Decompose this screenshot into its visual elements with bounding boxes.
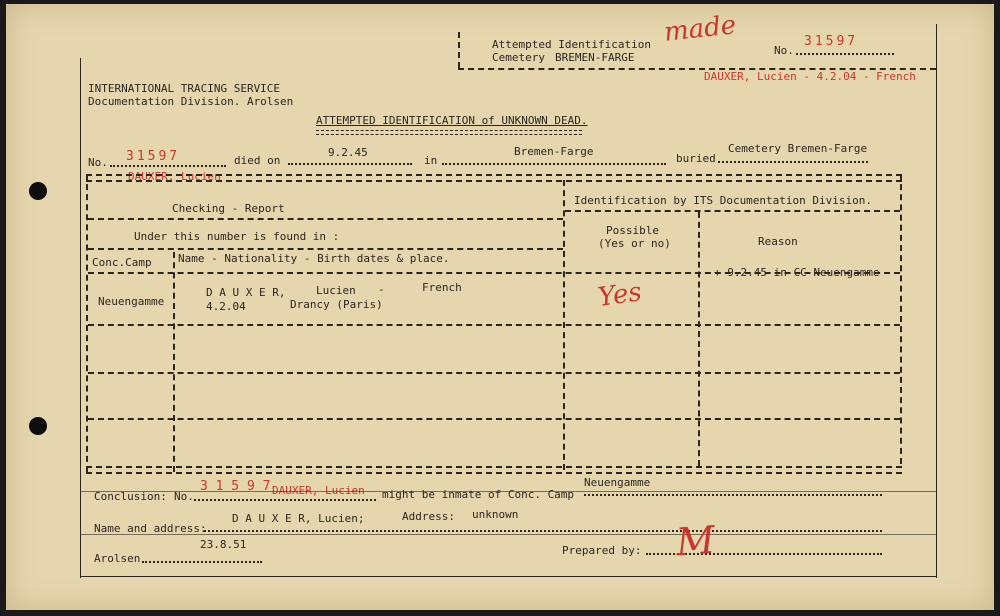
name-address-value: D A U X E R, Lucien; bbox=[232, 512, 365, 525]
left-rule bbox=[80, 58, 81, 578]
table-bottom-rule bbox=[86, 466, 902, 468]
table-bottom-rule-2 bbox=[86, 472, 902, 474]
name-address-label: Name and address: bbox=[94, 522, 207, 535]
row-camp: Neuengamme bbox=[98, 295, 165, 308]
header-box-left bbox=[458, 32, 460, 68]
header-person-line: DAUXER, Lucien - 4.2.04 - French bbox=[704, 70, 916, 83]
row-dash: - bbox=[378, 283, 385, 296]
bottom-rule bbox=[80, 576, 937, 577]
in-label: in bbox=[424, 154, 438, 167]
conclusion-no-value: 3 1 5 9 7 bbox=[200, 479, 271, 494]
row-possible-handwritten: Yes bbox=[596, 277, 644, 313]
prepared-by-label: Prepared by: bbox=[562, 544, 642, 557]
under-number-rule bbox=[88, 248, 563, 250]
org-name: INTERNATIONAL TRACING SERVICE bbox=[88, 82, 281, 95]
footer-place: Arolsen bbox=[94, 552, 141, 565]
attempted-identification-label: Attempted Identification bbox=[492, 38, 651, 51]
punch-hole-bottom bbox=[29, 417, 47, 435]
name-address-rule bbox=[80, 534, 936, 535]
death-no-label: No. bbox=[88, 156, 108, 169]
conclusion-no-label: No. bbox=[174, 490, 194, 503]
died-on-value: 9.2.45 bbox=[328, 146, 368, 159]
buried-value: Cemetery Bremen-Farge bbox=[728, 142, 868, 155]
form-title: ATTEMPTED IDENTIFICATION of UNKNOWN DEAD. bbox=[316, 114, 588, 127]
row-nationality: French bbox=[422, 281, 462, 294]
title-underline bbox=[316, 130, 582, 131]
table-right-rule bbox=[900, 174, 902, 464]
identification-header: Identification by ITS Documentation Division. bbox=[574, 194, 873, 207]
address-value: unknown bbox=[472, 508, 519, 521]
col-camp-header: Conc.Camp bbox=[92, 256, 152, 269]
row-rule-3 bbox=[88, 418, 900, 420]
tracing-card bbox=[6, 4, 994, 610]
title-underline-2 bbox=[316, 134, 582, 135]
row-reason: + 9.2.45 in CC Neuengamme bbox=[714, 266, 880, 279]
org-division: Documentation Division. Arolsen bbox=[88, 95, 294, 108]
row-birth-date: 4.2.04 bbox=[206, 300, 246, 313]
checking-report-header: Checking - Report bbox=[172, 202, 285, 215]
camp-name-rule bbox=[173, 252, 175, 472]
conclusion-name-value: DAUXER, Lucien bbox=[272, 484, 365, 497]
footer-place-dots bbox=[142, 561, 262, 563]
conclusion-camp-value: Neuengamme bbox=[584, 476, 651, 489]
col-name-header: Name - Nationality - Birth dates & place. bbox=[178, 252, 450, 265]
buried-label: buried bbox=[676, 152, 716, 165]
footer-date: 23.8.51 bbox=[200, 538, 247, 551]
in-dots bbox=[442, 163, 666, 165]
address-label: Address: bbox=[402, 510, 455, 523]
header-no-label: No. bbox=[774, 44, 794, 57]
conclusion-label: Conclusion: bbox=[94, 490, 167, 503]
under-number-header: Under this number is found in : bbox=[134, 230, 340, 243]
row-rule-1 bbox=[88, 324, 900, 326]
table-top-rule bbox=[86, 174, 902, 176]
identification-rule bbox=[565, 210, 900, 212]
row-birth-place: Drancy (Paris) bbox=[290, 298, 383, 311]
conclusion-no-dots bbox=[194, 499, 376, 501]
died-on-dots bbox=[288, 163, 412, 165]
signature: M bbox=[674, 517, 717, 565]
checking-rule bbox=[88, 218, 563, 220]
row-name: D A U X E R, bbox=[206, 286, 286, 299]
header-no-value: 31597 bbox=[804, 34, 859, 49]
col-reason-header: Reason bbox=[758, 235, 798, 248]
row-rule-2 bbox=[88, 372, 900, 374]
died-on-label: died on bbox=[234, 154, 281, 167]
handwritten-made: made bbox=[662, 10, 738, 48]
header-no-dots bbox=[796, 53, 894, 55]
conclusion-text: might be inmate of Conc. Camp bbox=[382, 488, 575, 501]
death-no-value: 31597 bbox=[126, 149, 181, 164]
conclusion-camp-dots bbox=[584, 494, 882, 496]
conclusion-rule bbox=[80, 491, 936, 492]
buried-dots bbox=[718, 161, 868, 163]
possible-reason-rule bbox=[698, 212, 700, 466]
in-value: Bremen-Farge bbox=[514, 145, 594, 158]
col-possible-sub: (Yes or no) bbox=[598, 237, 671, 250]
cemetery-name: BREMEN-FARGE bbox=[555, 51, 635, 64]
table-top-rule-2 bbox=[86, 180, 902, 182]
row-first-name: Lucien bbox=[316, 284, 356, 297]
col-possible-header: Possible bbox=[606, 224, 659, 237]
right-rule bbox=[936, 24, 937, 578]
death-no-dots bbox=[110, 165, 226, 167]
death-name-value: DAUXER, Lucien bbox=[128, 170, 221, 183]
punch-hole-top bbox=[29, 182, 47, 200]
name-address-dots bbox=[204, 530, 882, 532]
cemetery-label: Cemetery bbox=[492, 51, 545, 64]
